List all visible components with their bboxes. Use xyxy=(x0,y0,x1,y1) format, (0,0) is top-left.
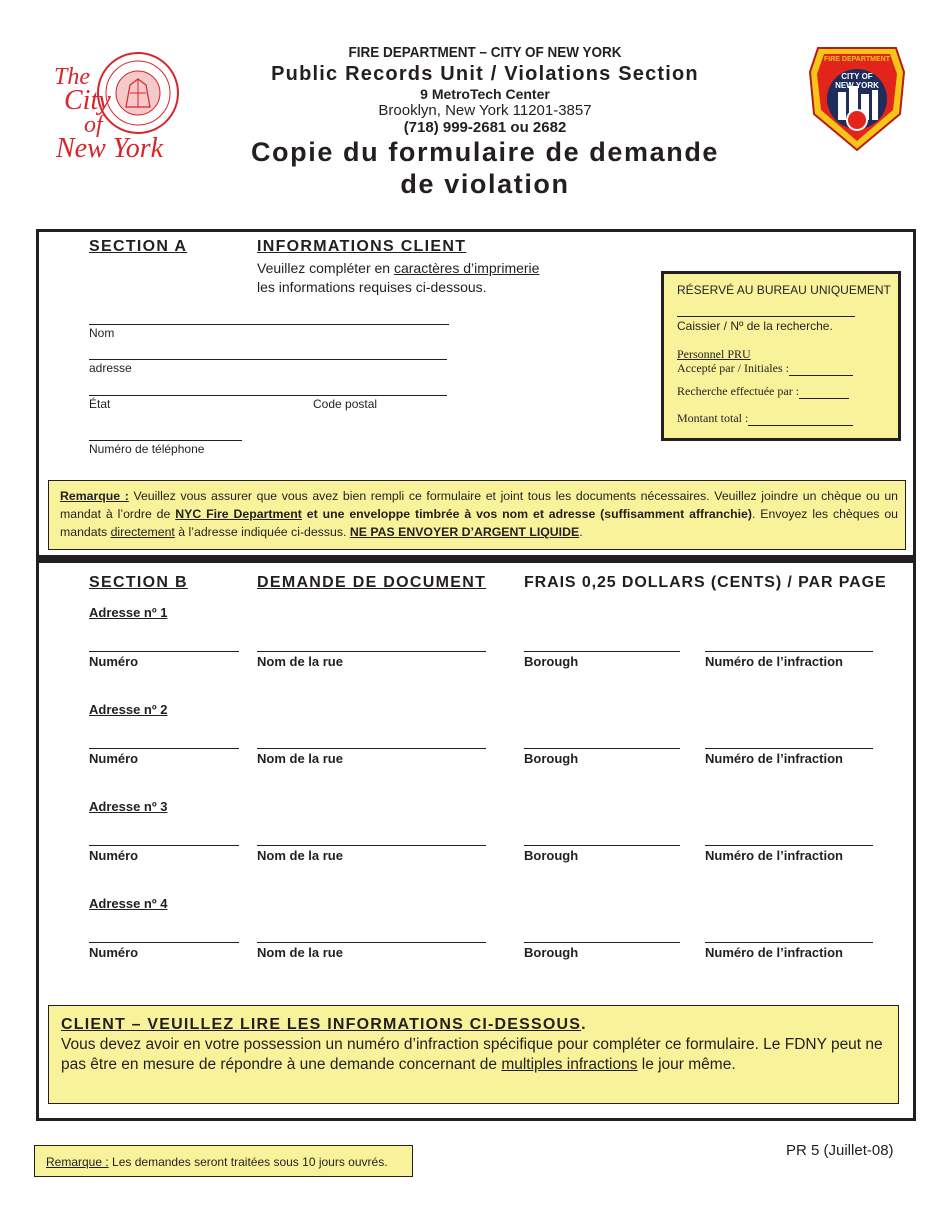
address-3-borough-label: Borough xyxy=(524,848,579,863)
address-2-borough-label: Borough xyxy=(524,751,579,766)
remark-text-2: et une enveloppe timbrée à vos nom et adresse (suffisamment affranchie) xyxy=(301,507,752,521)
address-4-street-label: Nom de la rue xyxy=(257,945,343,960)
address-4-violation-label: Numéro de l’infraction xyxy=(705,945,843,960)
office-use-box xyxy=(661,271,901,441)
form-code: PR 5 (Juillet-08) xyxy=(786,1142,894,1159)
logo-word-of: of xyxy=(84,112,103,138)
address-4-violation-input[interactable] xyxy=(705,942,873,943)
accepted-input[interactable] xyxy=(789,363,853,376)
address-1-label: Adresse nº 1 xyxy=(89,605,168,620)
instr-line-2: les informations requises ci-dessous. xyxy=(257,279,487,295)
section-a-title: INFORMATIONS CLIENT xyxy=(257,238,467,255)
remark-payee: NYC Fire Department xyxy=(175,507,302,521)
city-logo xyxy=(50,45,190,165)
state-label: État xyxy=(89,397,111,411)
fdny-arc-text: FIRE DEPARTMENT xyxy=(824,56,890,63)
address-1-borough-input[interactable] xyxy=(524,651,680,652)
search-input[interactable] xyxy=(799,386,849,399)
address-4-number-input[interactable] xyxy=(89,942,239,943)
address-4-street-input[interactable] xyxy=(257,942,486,943)
total-label: Montant total : xyxy=(677,411,749,425)
client-notice-text-1: Vous devez avoir en votre possession un numéro d’infraction spécifique pour compléter ce formulaire. Le FDNY peut ne pas être en mesure de répondre à une demande concernant de xyxy=(61,1036,883,1073)
address-1-number-input[interactable] xyxy=(89,651,239,652)
footer-remark-text: Les demandes seront traitées sous 10 jours ouvrés. xyxy=(108,1155,388,1169)
footer-remark-box xyxy=(34,1145,413,1177)
remark-no-cash: NE PAS ENVOYER D’ARGENT LIQUIDE xyxy=(349,525,580,539)
address-3-violation-input[interactable] xyxy=(705,845,873,846)
section-b-fee: FRAIS 0,25 DOLLARS (CENTS) / PAR PAGE xyxy=(524,574,887,591)
name-label: Nom xyxy=(89,326,115,340)
section-divider xyxy=(36,555,916,563)
address-line-2: Brooklyn, New York 11201-3857 xyxy=(378,102,592,119)
client-notice-text-2: le jour même. xyxy=(637,1056,736,1073)
staff-label: Personnel PRU xyxy=(677,347,751,361)
address-3-violation-label: Numéro de l’infraction xyxy=(705,848,843,863)
address-2-street-label: Nom de la rue xyxy=(257,751,343,766)
address-4-borough-label: Borough xyxy=(524,945,579,960)
instr-pre: Veuillez compléter en xyxy=(257,260,394,276)
remark-direct: directement xyxy=(110,525,175,539)
address-3-street-input[interactable] xyxy=(257,845,486,846)
client-notice-title: CLIENT – VEUILLEZ LIRE LES INFORMATIONS CI-DESSOUS xyxy=(61,1016,582,1033)
address-4-number-label: Numéro xyxy=(89,945,139,960)
remark-text-1: Veuillez vous assurer que vous avez bien rempli ce formulaire et joint tous les documents nécessaires. Veuillez joindre un chèque ou un mandat à l’ordre de xyxy=(60,489,898,521)
address-3-street-label: Nom de la rue xyxy=(257,848,343,863)
address-2-number-label: Numéro xyxy=(89,751,139,766)
fdny-line-2: NEW YORK xyxy=(835,81,879,90)
remark-text-3: . Envoyez les chèques ou mandats xyxy=(60,507,898,539)
state-zip-input[interactable] xyxy=(89,395,447,396)
section-b-title: DEMANDE DE DOCUMENT xyxy=(257,574,487,591)
office-title: RÉSERVÉ AU BUREAU UNIQUEMENT xyxy=(677,283,891,297)
accepted-row xyxy=(677,361,853,376)
client-notice-dot: . xyxy=(581,1016,587,1033)
search-row xyxy=(677,384,849,399)
footer-remark-label: Remarque : xyxy=(46,1155,109,1169)
address-4-label: Adresse nº 4 xyxy=(89,896,168,911)
header-block xyxy=(200,44,770,200)
client-notice-box xyxy=(48,1005,899,1104)
address-1-number-label: Numéro xyxy=(89,654,139,669)
address-label: adresse xyxy=(89,361,132,375)
unit-name: Public Records Unit / Violations Section xyxy=(271,63,699,85)
name-input[interactable] xyxy=(89,324,449,325)
address-1-street-input[interactable] xyxy=(257,651,486,652)
accepted-label: Accepté par / Initiales : xyxy=(677,361,789,375)
section-b-label: SECTION B xyxy=(89,574,188,591)
remark-box xyxy=(48,480,906,550)
fdny-logo xyxy=(808,44,906,152)
phone-input[interactable] xyxy=(89,440,242,441)
client-notice-multiple: multiples infractions xyxy=(501,1056,638,1073)
phone-label: Numéro de téléphone xyxy=(89,442,205,456)
remark-text-4: à l’adresse indiquée ci-dessus. xyxy=(174,525,350,539)
address-2-borough-input[interactable] xyxy=(524,748,680,749)
logo-word-new-york: New York xyxy=(56,133,164,164)
address-2-number-input[interactable] xyxy=(89,748,239,749)
section-a-label: SECTION A xyxy=(89,238,188,255)
total-input[interactable] xyxy=(748,413,853,426)
logo-word-the: The xyxy=(54,64,90,90)
zip-label: Code postal xyxy=(313,397,378,411)
address-4-borough-input[interactable] xyxy=(524,942,680,943)
dept-name: FIRE DEPARTMENT – CITY OF NEW YORK xyxy=(348,44,622,61)
address-2-label: Adresse nº 2 xyxy=(89,702,168,717)
address-line-1: 9 MetroTech Center xyxy=(420,86,550,102)
address-1-borough-label: Borough xyxy=(524,654,579,669)
form-title-1: Copie du formulaire de demande xyxy=(250,137,720,167)
address-1-street-label: Nom de la rue xyxy=(257,654,343,669)
search-label: Recherche effectuée par : xyxy=(677,384,800,398)
section-a-instructions xyxy=(257,259,539,297)
address-3-borough-input[interactable] xyxy=(524,845,680,846)
address-2-violation-input[interactable] xyxy=(705,748,873,749)
instr-underlined: caractères d’imprimerie xyxy=(393,260,540,276)
address-input[interactable] xyxy=(89,359,447,360)
address-1-violation-input[interactable] xyxy=(705,651,873,652)
remark-label: Remarque : xyxy=(60,489,129,503)
total-row xyxy=(677,411,853,426)
logo-word-city: City xyxy=(64,85,111,116)
address-2-street-input[interactable] xyxy=(257,748,486,749)
address-3-label: Adresse nº 3 xyxy=(89,799,168,814)
address-3-number-input[interactable] xyxy=(89,845,239,846)
address-3-number-label: Numéro xyxy=(89,848,139,863)
remark-text-5: . xyxy=(579,525,583,539)
form-title-2: de violation xyxy=(400,169,570,199)
cashier-input[interactable] xyxy=(677,316,855,317)
address-2-violation-label: Numéro de l’infraction xyxy=(705,751,843,766)
fdny-line-1: CITY OF xyxy=(841,72,873,81)
phone: (718) 999-2681 ou 2682 xyxy=(403,119,567,136)
address-1-violation-label: Numéro de l’infraction xyxy=(705,654,843,669)
cashier-label: Caissier / Nº de la recherche. xyxy=(677,319,833,333)
